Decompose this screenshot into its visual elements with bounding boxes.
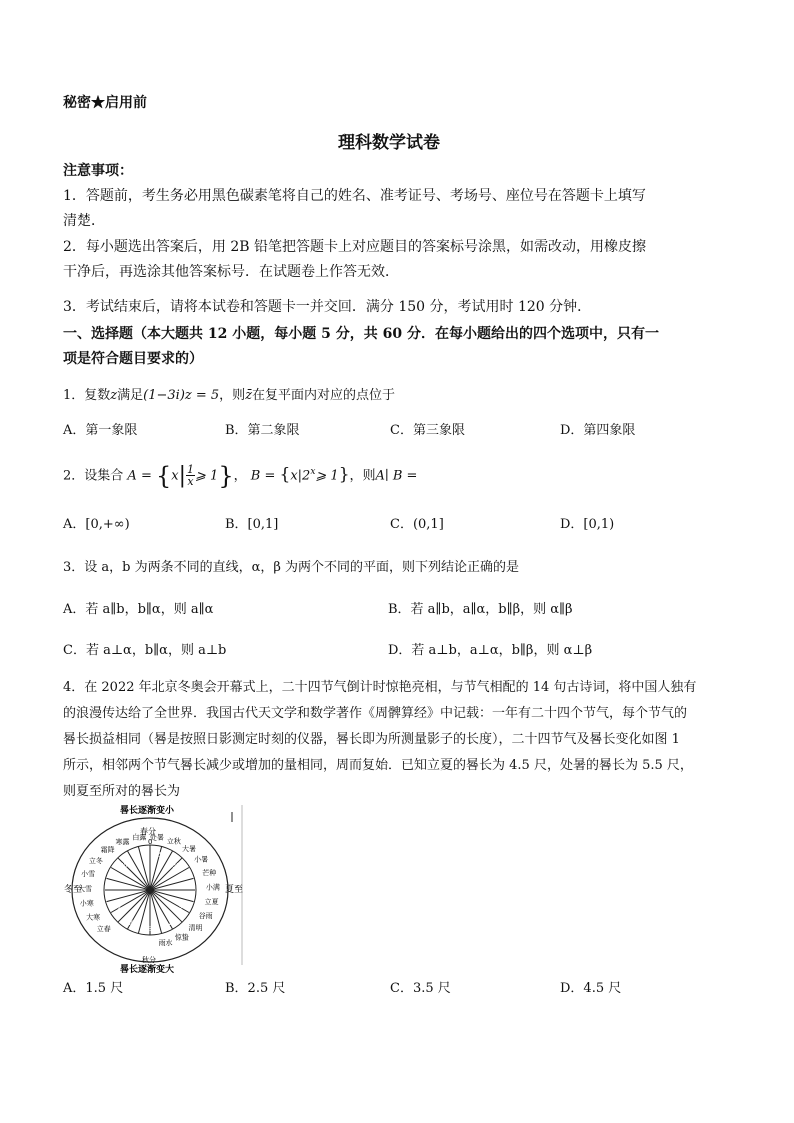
figure-spring-value: 0 [148, 838, 153, 846]
figure-term-label: 白露 [132, 833, 147, 842]
q4-option-b: B．2.5 尺 [225, 981, 286, 996]
q3-option-d: D．若 a⊥b，a⊥α，b∥β，则 α⊥β [388, 643, 593, 658]
figure-term-label: 立春 [96, 925, 111, 934]
section-heading: 一、选择题（本大题共 12 小题，每小题 5 分，共 60 分．在每小题给出的四个选项中，只有一 [63, 326, 659, 342]
q3-option-c: C．若 a⊥α，b∥α，则 a⊥b [63, 643, 227, 658]
q2-option-d: D．[0,1) [560, 517, 615, 532]
figure-value-label: 330 [153, 851, 166, 859]
figure-term-label: 立夏 [204, 898, 219, 907]
figure-spring-label: 春分 [140, 827, 156, 836]
question-3-stem: 3．设 a，b 为两条不同的直线，α，β 为两个不同的平面，则下列结论正确的是 [63, 560, 520, 575]
figure-term-label: 立秋 [166, 837, 181, 846]
figure-term-label: 惊蛰 [174, 933, 189, 942]
figure-term-label: 立冬 [88, 856, 103, 865]
figure-term-label: 小寒 [79, 899, 94, 908]
figure-value-label: 240 [106, 882, 118, 890]
figure-term-label: 大寒 [86, 913, 101, 922]
figure-value-label: 60 [181, 882, 190, 890]
figure-value-label: 180 [123, 919, 135, 927]
notice-heading: 注意事项： [63, 163, 133, 179]
question-2-stem: 2．设集合 A = {x| $\frac{1}{x}$ ⩾ 1}， B = {x|2$^x$⩾ 1}，则A∣ B = [63, 461, 418, 490]
figure-value-label: 120 [164, 919, 177, 927]
q1-conj: z̄ [245, 388, 253, 403]
q2-set-b-rel: ⩾ 1 [315, 468, 339, 484]
figure-value-label: 270 [115, 862, 128, 870]
q2-option-a: A．[0,+∞) [63, 517, 130, 532]
q2-sep: ， [233, 468, 247, 484]
notice-line: 2．每小题选出答案后，用 2B 铅笔把答题卡上对应题目的答案标号涂黑，如需改动，用橡皮擦 [63, 239, 647, 255]
q2-frac-num: 1 [187, 463, 195, 477]
figure-autumn-label: 秋分 [142, 956, 156, 964]
q1-var: z [110, 388, 118, 403]
figure-term-label: 大暑 [182, 844, 197, 853]
figure-right-label: 夏至 [225, 885, 244, 895]
q4-option-c: C．3.5 尺 [390, 981, 451, 996]
notice-line: 清楚． [63, 213, 105, 229]
q1-expr: (1−3i)z = 5 [143, 388, 220, 403]
figure-term-label: 小雪 [81, 870, 96, 879]
question-1-stem [63, 384, 395, 403]
q2-set-b-exp: x [310, 467, 316, 477]
figure-left-label: 冬至 [64, 885, 83, 895]
figure-value-label: 90 [178, 903, 187, 911]
notice-line: 1．答题前，考生务必用黑色碳素笔将自己的姓名、准考证号、考场号、座位号在答题卡上填写 [63, 188, 646, 204]
q1-option-d: D．第四象限 [560, 423, 636, 438]
q3-option-a: A．若 a∥b，b∥α，则 a∥α [63, 602, 214, 617]
q1-option-b: B．第二象限 [225, 423, 300, 438]
q2-frac-den: x [187, 475, 194, 489]
q2-set-b-base: 2 [302, 468, 311, 484]
figure-term-label: 清明 [188, 924, 203, 933]
figure-term-label: 芒种 [202, 868, 217, 877]
q4-option-a: A．1.5 尺 [63, 981, 124, 996]
q1-option-c: C．第三象限 [390, 423, 465, 438]
notice-line: 3．考试结束后，请将本试卷和答题卡一并交回．满分 150 分，考试用时 120 分钟． [63, 299, 592, 315]
q2-set-b-var: x [290, 468, 298, 484]
q3-option-b: B．若 a∥b，a∥α，b∥β，则 α∥β [388, 602, 573, 617]
figure-term-label: 谷雨 [198, 912, 213, 921]
q2-set-a-var: x [171, 468, 179, 484]
figure-term-label: 小暑 [194, 855, 209, 864]
q2-set-b-lhs: B = [250, 468, 276, 484]
figure-term-label: 大雪 [78, 884, 93, 893]
figure-value-label: 150 [144, 926, 156, 933]
q2-set-a-rel: ⩾ 1 [195, 468, 219, 484]
figure-top-label: 晷长逐渐变小 [120, 806, 175, 816]
q2-option-c: C．(0,1] [390, 517, 444, 532]
figure-value-label: 30 [172, 862, 180, 870]
section-heading: 项是符合题目要求的） [63, 351, 203, 367]
q2-option-b: B．[0,1] [225, 517, 279, 532]
notice-line: 干净后，再选涂其他答案标号．在试题卷上作答无效． [63, 264, 399, 280]
figure-term-label: 寒露 [115, 837, 130, 846]
page-title: 理科数学试卷 [338, 133, 440, 153]
q2-set-a-lhs: A = [127, 468, 152, 484]
q1-prefix: 1．复数 [63, 388, 111, 403]
figure-term-label: 霜降 [100, 845, 115, 854]
q4-option-d: D．4.5 尺 [560, 981, 622, 996]
q2-tail: ，则 [349, 468, 376, 484]
q1-mid: 满足 [117, 388, 144, 403]
figure-bottom-label: 晷长逐渐变大 [120, 965, 175, 975]
figure-term-label: 处暑 [149, 833, 164, 842]
question-4-line: 所示，相邻两个节气晷长减少或增加的量相同，周而复始．已知立夏的晷长为 4.5 尺，处暑的晷长为 5.5 尺， [63, 758, 693, 773]
figure-term-label: 雨水 [158, 939, 173, 948]
question-4-line: 晷长损益相同（晷是按照日影测定时刻的仪器，晷长即为所测量影子的长度），二十四节气及晷长变化如图 1 [63, 732, 680, 747]
figure-term-label: 小满 [205, 883, 220, 892]
q1-option-a: A．第一象限 [63, 423, 138, 438]
q2-prefix: 2．设集合 [63, 468, 124, 484]
question-4-line: 的浪漫传达给了全世界．我国古代天文学和数学著作《周髀算经》中记载：一年有二十四个节气，每个节气的 [63, 706, 688, 721]
q1-suffix: 在复平面内对应的点位于 [252, 388, 396, 403]
solar-terms-figure [62, 800, 252, 975]
q1-mid2: ，则 [219, 388, 246, 403]
figure-value-label: 210 [109, 903, 121, 911]
figure-spokes [105, 845, 195, 935]
question-4-line: 则夏至所对的晷长为 [63, 784, 181, 799]
question-4-line: 4．在 2022 年北京冬奥会开幕式上，二十四节气倒计时惊艳亮相，与节气相配的 14 句古诗词，将中国人独有 [63, 680, 697, 695]
confidential-mark: 秘密★启用前 [63, 95, 147, 111]
q2-tail-expr: A∣ B = [375, 468, 418, 484]
